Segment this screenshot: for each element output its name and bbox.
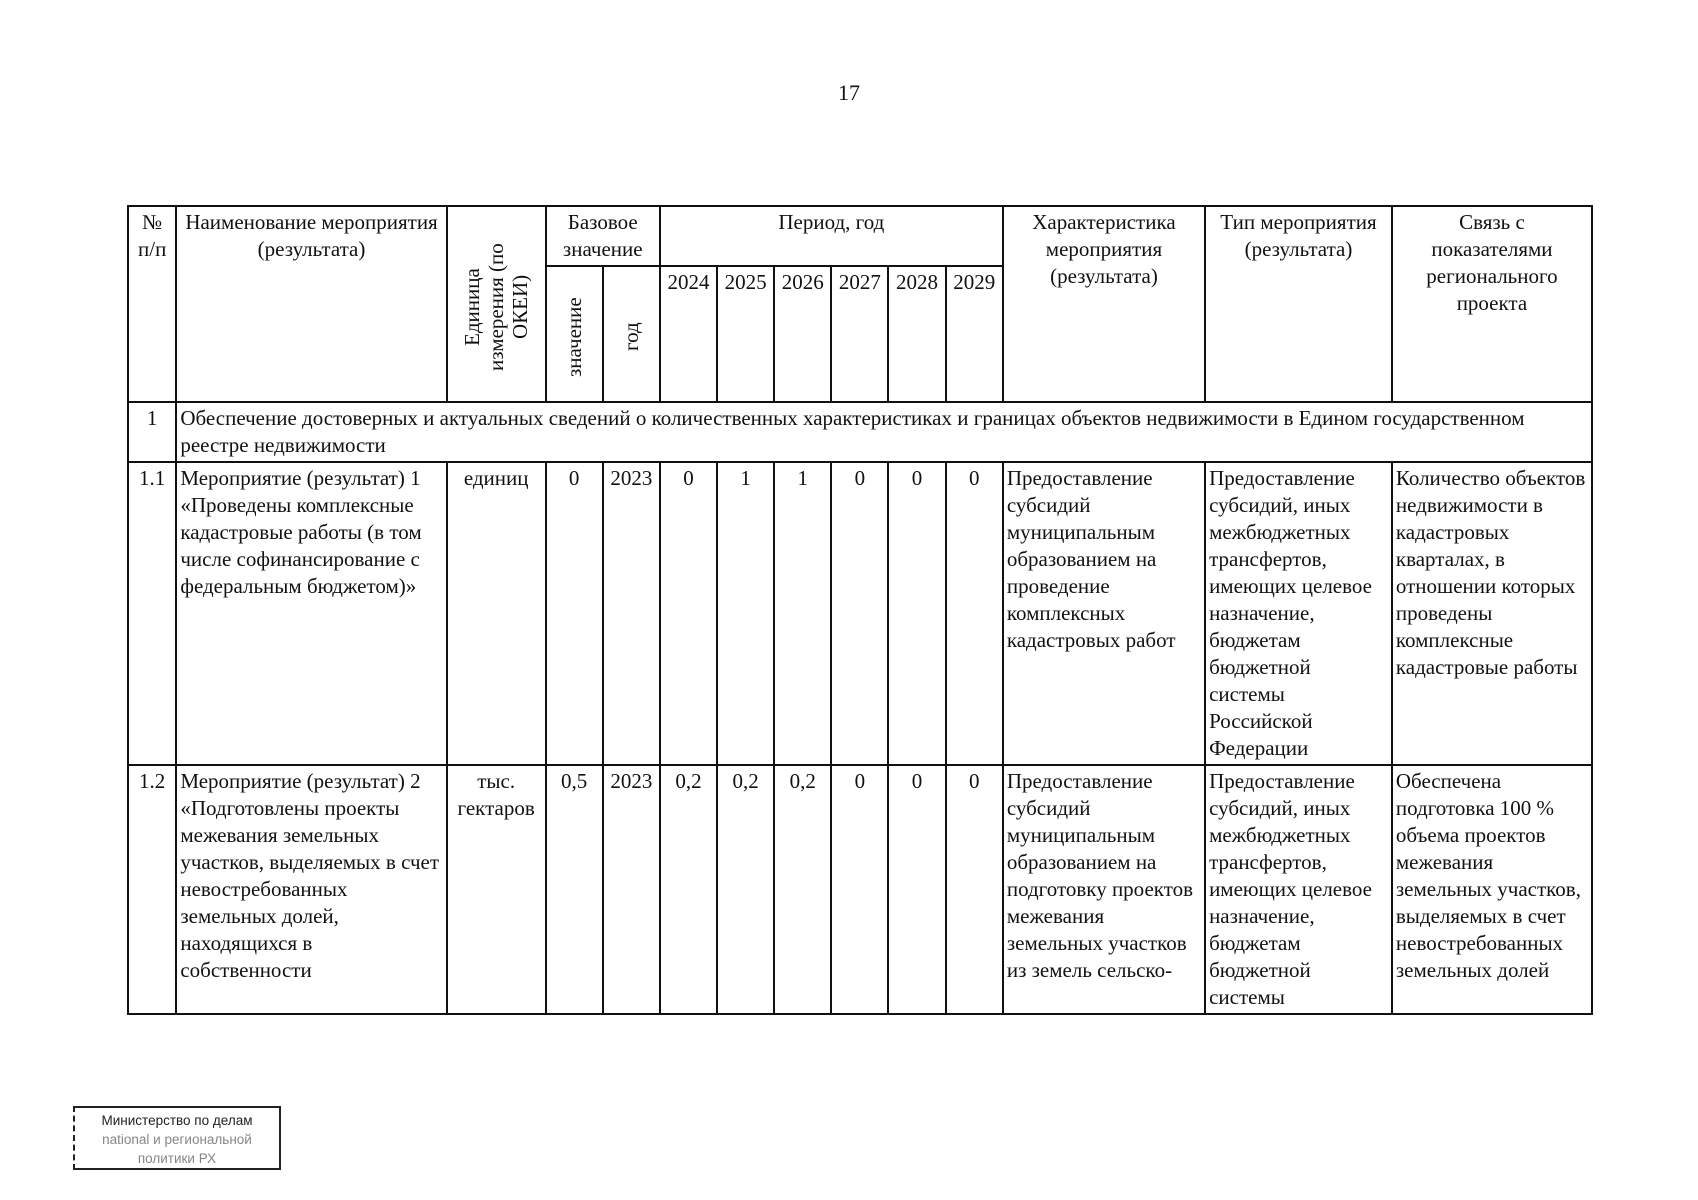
row-value-2029: 0 <box>946 462 1003 765</box>
row-type: Предоставление субсидий, иных межбюджетных трансфертов, имеющих целевое назначение, бюджетам бюджетной системы Российской Федерации <box>1205 462 1392 765</box>
row-characteristic: Предоставление субсидий муниципальным образованием на проведение комплексных кадастровых работ <box>1003 462 1205 765</box>
section-row <box>128 402 1592 462</box>
header-link: Связь с показателями регионального проекта <box>1392 206 1592 402</box>
row-base-value: 0,5 <box>546 765 603 1014</box>
ministry-stamp <box>73 1106 281 1170</box>
header-base-year: год <box>603 266 660 402</box>
row-value-2027: 0 <box>831 765 888 1014</box>
row-value-2026: 1 <box>774 462 831 765</box>
row-characteristic: Предоставление субсидий муниципальным образованием на подготовку проектов межевания земельных участков из земель сельско- <box>1003 765 1205 1014</box>
row-type: Предоставление субсидий, иных межбюджетных трансфертов, имеющих целевое назначение, бюджетам бюджетной системы <box>1205 765 1392 1014</box>
page-number: 17 <box>838 80 860 105</box>
section-num: 1 <box>128 402 176 462</box>
row-value-2028: 0 <box>888 462 945 765</box>
header-unit: Единица измерения (по ОКЕИ) <box>447 206 546 402</box>
row-link: Обеспечена подготовка 100 % объема проектов межевания земельных участков, выделяемых в счет невостребованных земельных долей <box>1392 765 1592 1014</box>
row-num: 1.1 <box>128 462 176 765</box>
header-year-2024: 2024 <box>660 266 717 402</box>
stamp-line-1: Министерство по делам <box>101 1113 253 1128</box>
row-unit: единиц <box>447 462 546 765</box>
header-name: Наименование мероприятия (результата) <box>176 206 446 402</box>
header-base-value: значение <box>546 266 603 402</box>
header-year-2025: 2025 <box>717 266 774 402</box>
row-base-year: 2023 <box>603 765 660 1014</box>
row-value-2026: 0,2 <box>774 765 831 1014</box>
row-unit: тыс. гектаров <box>447 765 546 1014</box>
header-num: № п/п <box>128 206 176 402</box>
row-value-2025: 1 <box>717 462 774 765</box>
header-row-1 <box>128 206 1592 266</box>
row-value-2027: 0 <box>831 462 888 765</box>
row-value-2024: 0,2 <box>660 765 717 1014</box>
row-name: Мероприятие (результат) 1 «Проведены комплексные кадастровые работы (в том числе софинансирование с федеральным бюджетом)» <box>176 462 446 765</box>
row-value-2029: 0 <box>946 765 1003 1014</box>
row-base-value: 0 <box>546 462 603 765</box>
row-value-2025: 0,2 <box>717 765 774 1014</box>
activities-table <box>127 205 1593 1015</box>
row-link: Количество объектов недвижимости в кадастровых кварталах, в отношении которых проведены комплексные кадастровые работы <box>1392 462 1592 765</box>
header-type: Тип мероприятия (результата) <box>1205 206 1392 402</box>
header-year-2028: 2028 <box>888 266 945 402</box>
header-characteristic: Характеристика мероприятия (результата) <box>1003 206 1205 402</box>
row-num: 1.2 <box>128 765 176 1014</box>
header-base: Базовое значение <box>546 206 660 266</box>
stamp-line-3: политики РХ <box>137 1151 217 1166</box>
table-row <box>128 765 1592 1014</box>
section-title: Обеспечение достоверных и актуальных сведений о количественных характеристиках и границах объектов недвижимости в Едином государственном реестре недвижимости <box>176 402 1592 462</box>
header-period: Период, год <box>660 206 1003 266</box>
header-year-2029: 2029 <box>946 266 1003 402</box>
header-year-2027: 2027 <box>831 266 888 402</box>
table-row <box>128 462 1592 765</box>
row-value-2028: 0 <box>888 765 945 1014</box>
row-name: Мероприятие (результат) 2 «Подготовлены проекты межевания земельных участков, выделяемых в счет невостребованных земельных долей, находящихся в собственности <box>176 765 446 1014</box>
row-value-2024: 0 <box>660 462 717 765</box>
row-base-year: 2023 <box>603 462 660 765</box>
header-year-2026: 2026 <box>774 266 831 402</box>
stamp-line-2: national и региональной <box>102 1132 252 1147</box>
